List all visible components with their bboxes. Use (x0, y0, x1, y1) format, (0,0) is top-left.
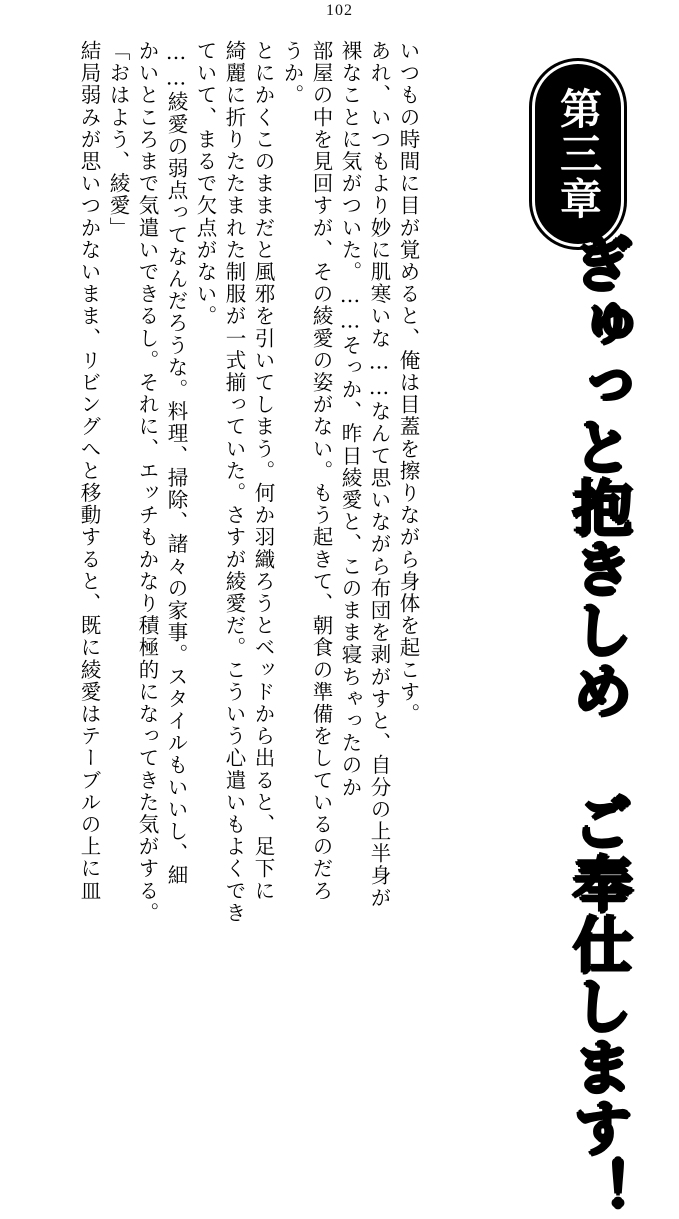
chapter-label: 第三章 (554, 86, 603, 222)
text-column: 「おはよう、綾愛」 (106, 40, 130, 239)
text-column: 部屋の中を見回すが、その綾愛の姿がない。もう起きて、朝食の準備をしているのだろ (309, 40, 333, 902)
body-text (18, 40, 418, 1025)
text-column: あれ、いつもより妙に肌寒いな……なんて思いながら布団を剥がすと、自分の上半身が (367, 40, 391, 909)
text-column: ……綾愛の弱点ってなんだろうな。料理、掃除、諸々の家事。スタイルもいいし、細 (164, 40, 188, 887)
text-column: 結局弱みが思いつかないまま、リビングへと移動すると、既に綾愛はテーブルの上に皿 (77, 40, 101, 902)
chapter-title: ぎゅっと抱きしめ ご奉仕します！ (563, 233, 633, 1219)
text-column: ていて、まるで欠点がない。 (193, 40, 217, 328)
text-column: 裸なことに気がついた。……そっか、昨日綾愛と、このまま寝ちゃったのか (338, 40, 362, 799)
text-column: うか。 (280, 40, 304, 107)
page-number: 102 (326, 2, 353, 19)
text-column: とにかくこのままだと風邪を引いてしまう。何か羽織ろうとベッドから出ると、足下に (251, 40, 275, 902)
chapter-title-block (537, 28, 657, 1219)
text-column: いつもの時間に目が覚めると、俺は目蓋を擦りながら身体を起こす。 (396, 40, 420, 726)
chapter-label-capsule (535, 64, 621, 244)
text-column: 綺麗に折りたたまれた制服が一式揃っていた。さすが綾愛だ。こういう心遣いもよくでき (222, 40, 246, 924)
text-column: かいところまで気遣いできるし。それに、エッチもかなり積極的になってきた気がする。 (135, 40, 159, 924)
